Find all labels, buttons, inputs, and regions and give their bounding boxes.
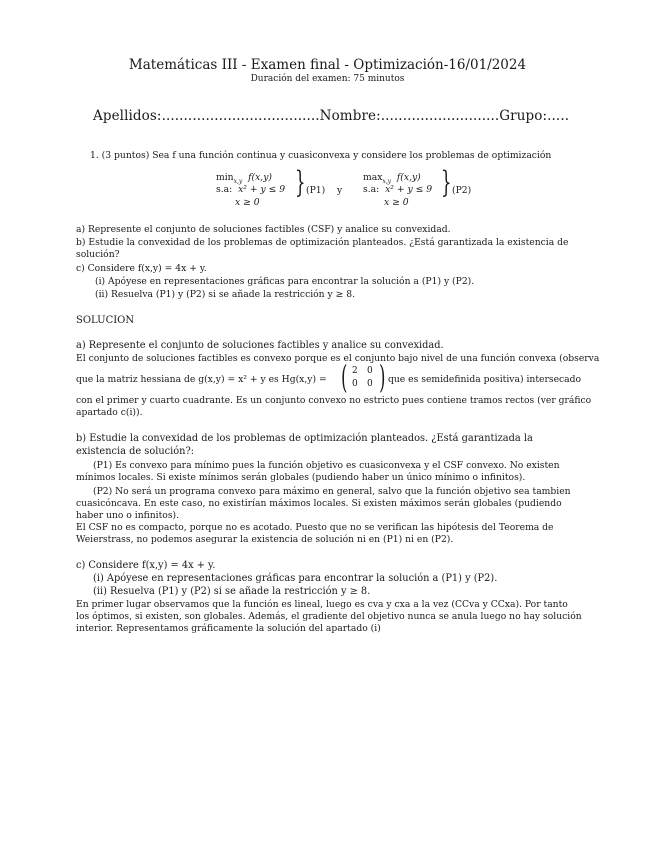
solution-b-csf-line1: El CSF no es compacto, porque no es acotado. Puesto que no se verifican las hipótesis del Teorema de: [76, 522, 554, 533]
question-intro: 1. (3 puntos) Sea f una función continua y cuasiconvexa y considere los problemas de optimización: [90, 150, 552, 161]
question-part-c-i: (i) Apóyese en representaciones gráficas para encontrar la solución a (P1) y (P2).: [95, 276, 475, 287]
question-part-a: a) Represente el conjunto de soluciones factibles (CSF) y analice su convexidad.: [76, 224, 451, 235]
solution-b-p2-line1: (P2) No será un programa convexo para máximo en general, salvo que la función objetivo sea tambien: [93, 486, 571, 497]
p1-constraint-1: s.a: x² + y ≤ 9: [216, 184, 286, 195]
matrix-right-paren: ): [379, 358, 386, 396]
solution-c-heading: c) Considere f(x,y) = 4x + y.: [76, 560, 216, 571]
solution-b-p1-line1: (P1) Es convexo para mínimo pues la función objetivo es cuasiconvexa y el CSF convexo. No existen: [93, 460, 560, 471]
solution-a-line2-pre: que la matriz hessiana de g(x,y) = x² + y es Hg(x,y) =: [76, 374, 327, 385]
question-part-b-line2: solución?: [76, 249, 120, 260]
p1-constraint-2: x ≥ 0: [235, 197, 260, 208]
solution-b-heading-line1: b) Estudie la convexidad de los problemas de optimización planteados. ¿Está garantizada la: [76, 433, 533, 444]
solution-a-heading: a) Represente el conjunto de soluciones factibles y analice su convexidad.: [76, 340, 444, 351]
solution-a-line2-post: que es semidefinida positiva) intersecado: [388, 374, 582, 385]
p1-objective: $\min_{x,y} f(x,y)$: [216, 172, 272, 185]
solution-a-line1: El conjunto de soluciones factibles es convexo porque es el conjunto bajo nivel de una función convexa (observa: [76, 353, 600, 364]
exam-title: Matemáticas III - Examen final - Optimización-16/01/2024: [128, 57, 527, 73]
solution-a-line3: con el primer y cuarto cuadrante. Es un conjunto convexo no estricto pues contiene tramos rectos (ver gráfico: [76, 395, 592, 406]
solution-heading: SOLUCION: [76, 315, 135, 326]
solution-b-csf-line2: Weierstrass, no podemos asegurar la existencia de solución ni en (P1) ni en (P2).: [76, 534, 454, 545]
solution-b-p2-line2: cuasicóncava. En este caso, no existirían máximos locales. Si existen máximos serán globales (pudiendo: [76, 498, 562, 509]
matrix-left-paren: (: [341, 358, 348, 396]
solution-b-heading-line2: existencia de solución?:: [76, 446, 195, 457]
p2-brace: }: [441, 165, 452, 200]
solution-c-i: (i) Apóyese en representaciones gráficas para encontrar la solución a (P1) y (P2).: [93, 573, 498, 584]
hessian-matrix: [338, 358, 386, 396]
p1-tag: (P1): [306, 185, 326, 196]
question-part-b-line1: b) Estudie la convexidad de los problemas de optimización planteados. ¿Está garantizada la existencia de: [76, 237, 569, 248]
matrix-cell: 0: [367, 379, 373, 389]
solution-c-text-line3: interior. Representamos gráficamente la solución del apartado (i): [76, 623, 381, 634]
matrix-cell: 2: [352, 366, 358, 376]
p2-tag: (P2): [452, 185, 472, 196]
p2-constraint-2: x ≥ 0: [384, 197, 409, 208]
solution-b-p2-line3: haber uno o infinitos).: [76, 510, 180, 521]
solution-c-text-line2: los óptimos, si existen, son globales. Además, el gradiente del objetivo nunca se anula luego no hay solución: [76, 611, 582, 622]
p2-objective: $\max_{x,y} f(x,y)$: [363, 172, 421, 185]
problems-connector: y: [337, 185, 343, 196]
solution-c-text-line1: En primer lugar observamos que la función es lineal, luego es cva y cxa a la vez (CCva y CCxa). Por tanto: [76, 599, 568, 610]
solution-a-line4: apartado c(i)).: [76, 407, 143, 418]
p1-brace: }: [295, 165, 306, 200]
question-part-c: c) Considere f(x,y) = 4x + y.: [76, 263, 207, 274]
student-id-line: Apellidos:....................................Nombre:...........................Grupo:.....: [93, 108, 570, 124]
solution-b-p1-line2: mínimos locales. Si existe mínimos serán globales (pudiendo haber un único mínimo o infinitos).: [76, 472, 526, 483]
exam-duration: Duración del examen: 75 minutos: [250, 74, 405, 84]
matrix-cell: 0: [352, 379, 358, 389]
question-part-c-ii: (ii) Resuelva (P1) y (P2) si se añade la restricción y ≥ 8.: [95, 289, 356, 300]
p2-constraint-1: s.a: x² + y ≤ 9: [363, 184, 433, 195]
matrix-cell: 0: [367, 366, 373, 376]
solution-c-ii: (ii) Resuelva (P1) y (P2) si se añade la restricción y ≥ 8.: [93, 586, 371, 597]
